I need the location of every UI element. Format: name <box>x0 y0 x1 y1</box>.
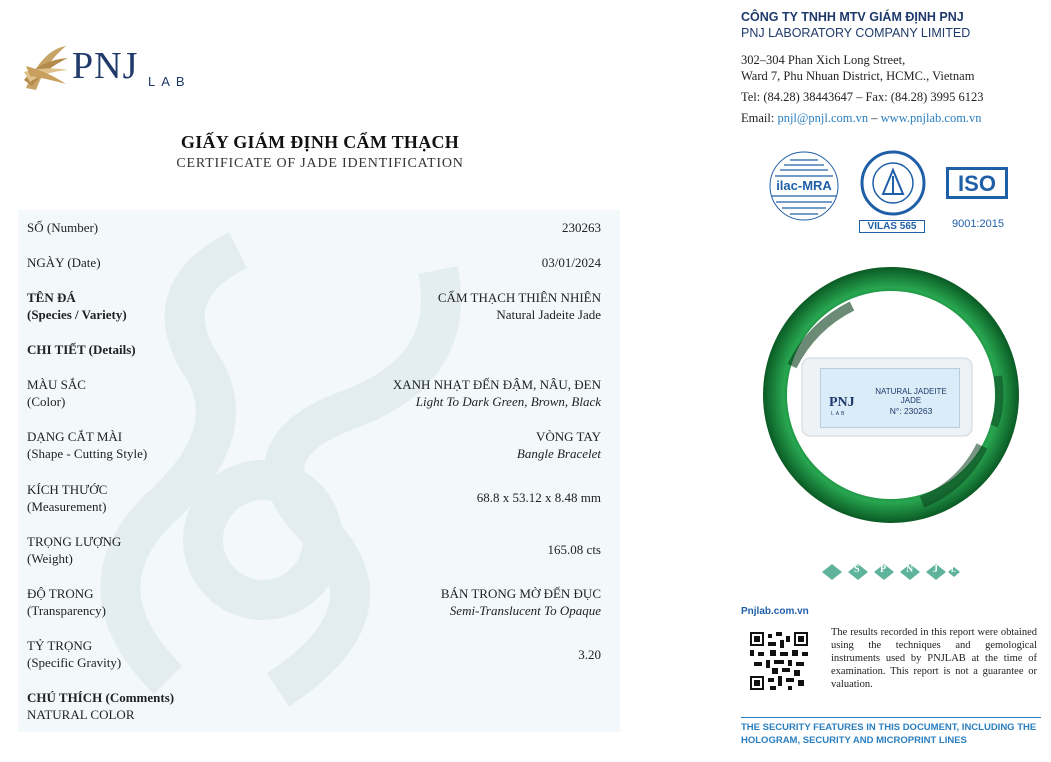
transparency-label-en: (Transparency) <box>27 603 106 618</box>
tag-brand: PNJ <box>829 395 855 410</box>
tag-line1: NATURAL JADEITE <box>875 387 947 396</box>
diamond-pattern-icon <box>822 558 962 586</box>
transparency-value-vi: BÁN TRONG MỜ ĐẾN ĐỤC <box>440 586 601 601</box>
species-label-en: (Species / Variety) <box>27 307 127 322</box>
pattern-letter: P <box>880 564 887 575</box>
ilac-text: ilac-MRA <box>776 178 832 193</box>
pattern-letter: S <box>854 564 860 575</box>
shape-value-en: Bangle Bracelet <box>516 446 601 461</box>
gravity-label-en: (Specific Gravity) <box>27 655 122 670</box>
transparency-value-en: Semi-Translucent To Opaque <box>449 603 601 618</box>
vilas-seal-icon <box>858 150 928 220</box>
email-separator: – <box>868 111 881 125</box>
logo-subtext: LAB <box>148 74 191 89</box>
pattern-letter: N <box>906 564 914 575</box>
date-label: NGÀY (Date) <box>27 255 101 270</box>
company-name-vi: CÔNG TY TNHH MTV GIÁM ĐỊNH PNJ <box>741 10 964 24</box>
weight-value: 165.08 cts <box>547 542 601 557</box>
transparency-label-vi: ĐỘ TRONG <box>27 586 94 601</box>
shape-label-vi: DẠNG CẮT MÀI <box>27 429 123 444</box>
species-value-en: Natural Jadeite Jade <box>496 307 601 322</box>
qr-code-icon <box>750 632 808 690</box>
logo-wordmark: PNJ <box>72 45 139 87</box>
color-value-en: Light To Dark Green, Brown, Black <box>415 394 601 409</box>
spnjl-pattern <box>822 558 962 586</box>
weight-label-en: (Weight) <box>27 551 73 566</box>
vilas-label: VILAS 565 <box>859 220 925 233</box>
ilac-mra-badge <box>768 150 840 222</box>
gravity-label-vi: TỶ TRỌNG <box>27 638 93 653</box>
color-label-vi: MÀU SẮC <box>27 377 86 392</box>
date-value: 03/01/2024 <box>541 255 601 270</box>
comments-value: NATURAL COLOR <box>27 707 135 722</box>
fan-logo-icon <box>22 40 72 100</box>
vilas-badge <box>858 150 928 236</box>
measurement-label-en: (Measurement) <box>27 499 107 514</box>
measurement-label-vi: KÍCH THƯỚC <box>27 482 108 497</box>
shape-value-vi: VÒNG TAY <box>535 429 601 444</box>
iso-badge: ISO <box>946 167 1008 199</box>
qr-code <box>750 632 808 690</box>
color-value-vi: XANH NHẠT ĐẾN ĐẬM, NÂU, ĐEN <box>392 377 601 392</box>
color-label-en: (Color) <box>27 394 66 409</box>
security-notice: THE SECURITY FEATURES IN THIS DOCUMENT, INCLUDING THE HOLOGRAM, SECURITY AND MICROPRINT LINES <box>741 717 1041 747</box>
pattern-letter: J <box>933 564 938 575</box>
species-label-vi: TÊN ĐÁ <box>27 290 76 305</box>
footer-site-link[interactable]: Pnjlab.com.vn <box>741 606 809 617</box>
pattern-letter: L <box>951 566 956 574</box>
certificate-title-en: CERTIFICATE OF JADE IDENTIFICATION <box>176 156 464 171</box>
tag-brand-sub: LAB <box>831 411 847 417</box>
company-email-row <box>741 109 982 127</box>
jade-bangle-photo <box>762 266 1020 524</box>
company-address-line1: 302–304 Phan Xich Long Street, <box>741 53 906 67</box>
iso-standard: 9001:2015 <box>952 218 1004 230</box>
comments-label: CHÚ THÍCH (Comments) <box>27 690 175 705</box>
number-value: 230263 <box>562 220 601 235</box>
weight-label-vi: TRỌNG LƯỢNG <box>27 534 122 549</box>
company-name-en: PNJ LABORATORY COMPANY LIMITED <box>741 26 971 40</box>
tag-number: N°: 230263 <box>889 406 933 416</box>
details-heading: CHI TIẾT (Details) <box>27 342 136 357</box>
tag-line2: JADE <box>900 396 922 405</box>
gravity-value: 3.20 <box>578 647 601 662</box>
email-link[interactable]: pnjl@pnjl.com.vn <box>777 111 869 125</box>
website-link[interactable]: www.pnjlab.com.vn <box>880 111 982 125</box>
certificate-title-vi: GIẤY GIÁM ĐỊNH CẨM THẠCH <box>180 132 460 152</box>
number-label: SỐ (Number) <box>27 220 99 235</box>
shape-label-en: (Shape - Cutting Style) <box>27 446 148 461</box>
company-phone: Tel: (84.28) 38443647 – Fax: (84.28) 3995 6123 <box>741 90 984 104</box>
email-label: Email: <box>741 111 778 125</box>
company-address-line2: Ward 7, Phu Nhuan District, HCMC., Vietnam <box>741 69 975 83</box>
jade-tag-card <box>820 368 960 428</box>
measurement-value: 68.8 x 53.12 x 8.48 mm <box>476 490 601 505</box>
species-value-vi: CẨM THẠCH THIÊN NHIÊN <box>437 290 601 305</box>
disclaimer-text: The results recorded in this report were obtained using the techniques and gemological instruments used by PNJLAB at the time of examination. This report is not a guarantee or valuation. <box>831 627 1037 690</box>
